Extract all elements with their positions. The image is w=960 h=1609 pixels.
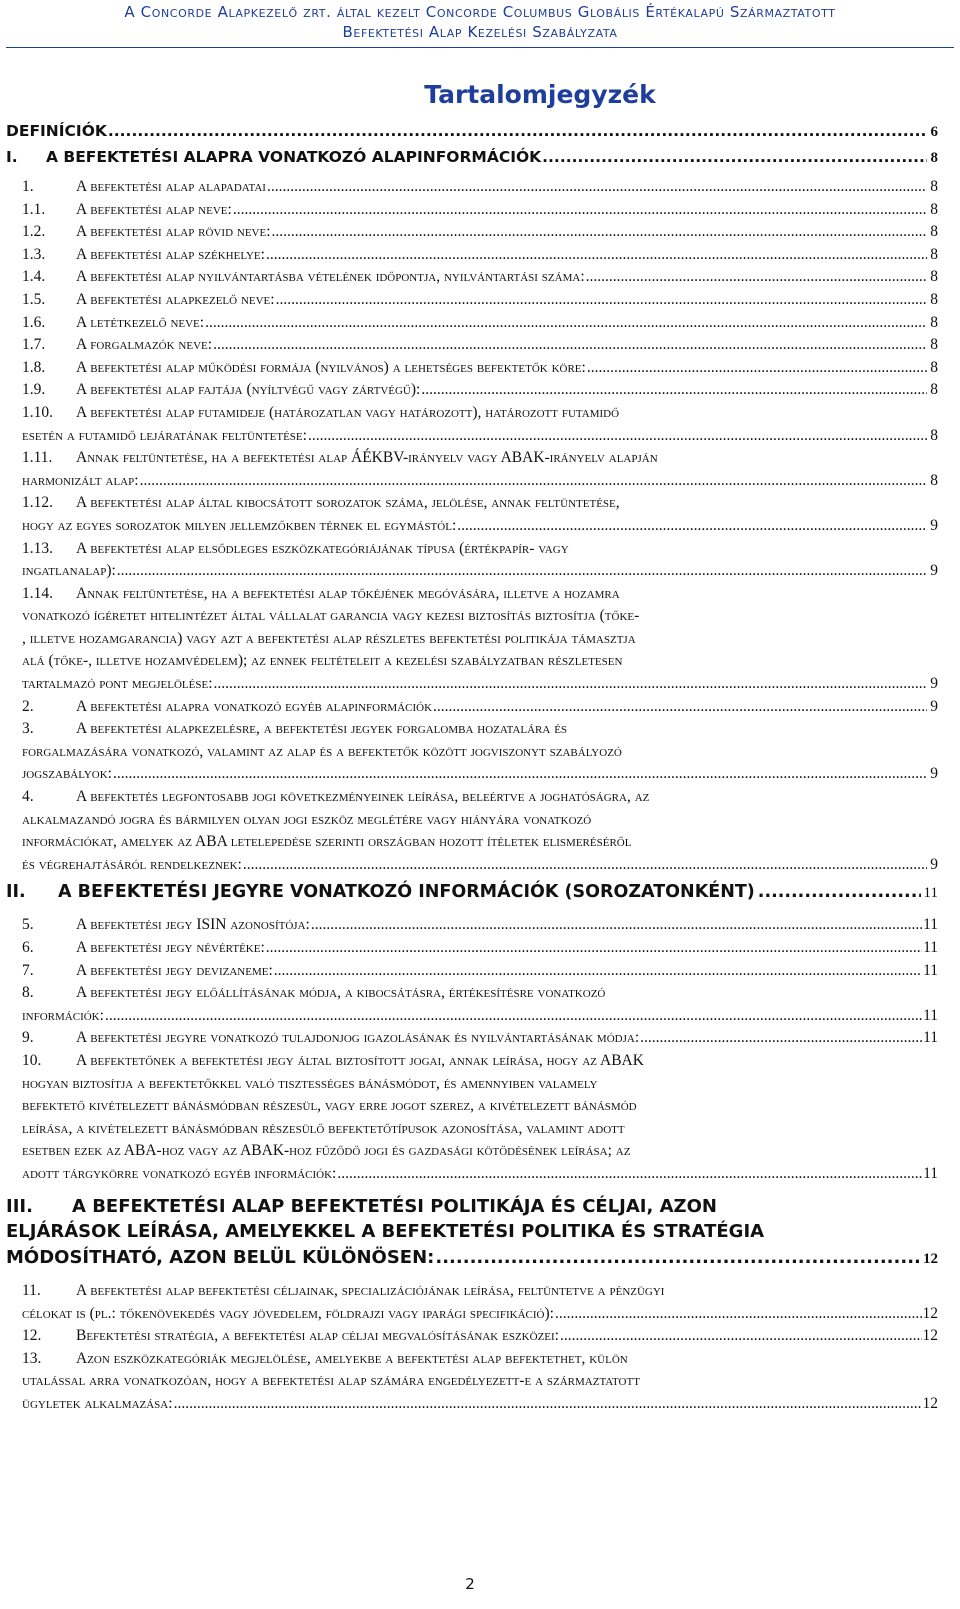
toc-entry-text: leírása, a kivételezett bánásmódban részesülő befektetőtípusok azonosítása, valamint adott [22,1119,625,1137]
dot-leader [274,960,922,983]
toc-page-number: 12 [923,1250,938,1267]
toc-entry-9[interactable] [6,1027,938,1050]
dot-leader [140,470,927,493]
toc-entry-text: forgalmazására vonatkozó, valamint az alap és a befektetők között jogviszonyt szabályozó [22,742,622,760]
toc-section-text: MÓDOSÍTHATÓ, AZON BELÜL KÜLÖNÖSEN: [6,1246,435,1268]
toc-page-number: 11 [923,939,938,956]
dot-leader [435,1245,922,1271]
toc-entry-number: 1.11. [22,449,53,467]
toc-entry-1-1[interactable] [6,199,938,222]
toc-page-number: 9 [930,697,938,715]
toc-entry-1-9[interactable] [6,379,938,402]
toc-entry-1-13[interactable] [6,538,938,583]
dot-leader [213,334,927,357]
toc-entry-number: 8. [22,984,34,1002]
dot-leader [587,357,927,380]
dot-leader [542,145,927,169]
toc-entry-1-6[interactable] [6,312,938,335]
toc-entry-text: jogszabályok: [22,765,112,783]
toc-entry-text: célokat is (pl.: tőkenövekedés vagy jövedelem, földrajzi vagy iparági specifikáció): [22,1304,554,1322]
toc-entry-1-8[interactable] [6,357,938,380]
toc-entry-8[interactable] [6,982,938,1027]
toc-entry-text: esetben ezek az ABA-hoz vagy az ABAK-hoz fűződő jogi és gazdasági kötődésének leírása; az [22,1142,631,1160]
toc-page-number: 11 [923,1006,938,1024]
toc-page-number: 9 [930,675,938,693]
dot-leader [267,176,927,199]
toc-page-number: 11 [923,916,938,934]
dot-leader [266,937,922,960]
toc-page-number: 8 [930,178,938,195]
dot-leader [555,1303,922,1326]
dot-leader [105,1005,922,1028]
running-header [0,2,960,48]
toc-entry-number: 1.10. [22,403,53,421]
toc-page-number: 8 [930,268,938,286]
toc-entry-number: 13. [22,1349,42,1367]
toc-entry-text: és végrehajtásáról rendelkeznek: [22,855,242,873]
toc-entry-text: információkat, amelyek az ABA letelepedése szerinti országban hozott ítéletek elismeréséről [22,833,632,851]
dot-leader [560,1325,922,1348]
toc-entry-number: 1.6. [22,313,46,331]
toc-entry-text: A befektetési alap működési formája (nyilvános) a lehetséges befektetők köre: [76,358,586,376]
toc-entry-text: A befektetési jegy előállításának módja, a kibocsátásra, értékesítésre vonatkozó [76,984,606,1002]
toc-page-number: 9 [930,562,938,580]
toc-entry-number: 9. [22,1029,34,1047]
toc-entry-3[interactable] [6,718,938,786]
toc-page-number: 11 [923,961,938,979]
toc-entry-text: alá (tőke-, illetve hozamvédelem); az ennek feltételeit a kezelési szabályzatban részletesen [22,652,623,670]
toc-entry-text: ügyletek alkalmazása: [22,1395,173,1412]
toc-page-number: 8 [930,313,938,331]
dot-leader [758,880,921,905]
toc-entry-text: utalással arra vonatkozóan, hogy a befektetési alap számára engedélyezett-e a származtatott [22,1372,640,1390]
toc-entry-1-5[interactable] [6,289,938,312]
toc-page-number: 8 [930,381,938,399]
toc-page-number: 8 [930,471,938,489]
toc-entry-text: A befektetési alap székhelye: [76,245,265,263]
toc-page-number: 8 [930,245,938,263]
toc-entry-text: A befektetés legfontosabb jogi következményeinek leírása, beleértve a joghatóságra, az [76,788,650,806]
toc-entry-number: 1.8. [22,358,46,376]
toc-page-number: 8 [930,358,938,376]
toc-entry-text: A befektetési jegy devizaneme: [76,961,273,979]
toc-page-number: 12 [922,1304,938,1322]
toc-entry-text: A befektetési alap által kibocsátott sorozatok száma, jelölése, annak feltüntetése, [76,494,620,512]
dot-leader [205,312,927,335]
toc-entry-text: Befektetési stratégia, a befektetési alap céljai megvalósításának eszközei: [76,1327,559,1345]
toc-entry-text: A befektetési alap rövid neve: [76,223,271,241]
dot-leader [276,289,927,312]
toc-entry-number: 1.5. [22,290,46,308]
dot-leader [266,244,927,267]
toc-entry-number: 1.7. [22,336,46,354]
toc-entry-text: tartalmazó pont megjelölése: [22,675,213,693]
toc-entry-1-3[interactable] [6,244,938,267]
toc-entry-text: A befektetési alap befektetési céljainak, specializációjának leírása, feltüntetve a pénzügyi [76,1282,665,1300]
toc-entry-number: 1.12. [22,494,53,512]
toc-entry-text: A befektetési alap futamideje (határozatlan vagy határozott), határozott futamidő [76,403,620,421]
toc-entry-text: A befektetési alap neve: [76,200,232,218]
toc-page-number: 8 [930,150,938,166]
toc-entry-1-7[interactable] [6,334,938,357]
toc-entry-number: 12. [22,1327,42,1345]
toc-page-number: 8 [930,223,938,241]
toc-entry-text: adott tárgykörre vonatkozó egyéb információk: [22,1164,337,1182]
toc-entry-2[interactable] [6,696,938,719]
toc-page-number: 8 [930,200,938,218]
toc-entry-5[interactable] [6,914,938,937]
toc-section-I[interactable] [6,145,938,170]
toc-entry-7[interactable] [6,960,938,983]
toc-page-number: 9 [930,855,938,873]
toc-entry-definitions[interactable] [6,118,938,145]
toc-entry-text: A befektetőnek a befektetési jegy által biztosított jogai, annak leírása, hogy az ABAK [76,1051,644,1069]
toc-entry-4[interactable] [6,786,938,876]
toc-entry-number: 1.3. [22,245,46,263]
toc-page-number: 9 [930,765,938,783]
toc-entry-text: A befektetési alap elsődleges eszközkategóriájának típusa (értékpapír- vagy [76,539,569,557]
toc-entry-text: A forgalmazók neve: [76,336,213,354]
toc-entry-number: 3. [22,720,34,738]
toc-page-number: 12 [922,1395,938,1412]
toc-page-number: 11 [923,885,938,902]
header-line-2: Befektetési Alap Kezelési Szabályzata [342,23,618,41]
toc-entry-text: ingatlanalap): [22,562,116,580]
toc-page-number: 12 [922,1327,938,1345]
toc-page-number: 8 [930,290,938,308]
toc-entry-1[interactable] [6,176,938,199]
header-line-1: A Concorde Alapkezelő zrt. által kezelt Concorde Columbus Globális Értékalapú Származtatott [124,3,836,21]
toc-entry-text: A befektetési alapkezelésre, a befektetési jegyek forgalomba hozatalára és [76,720,568,738]
toc-entry-text: A letétkezelő neve: [76,313,205,331]
dot-leader [117,560,927,583]
toc-entry-text: , illetve hozamgarancia) vagy azt a befektetési alap részletes befektetési politikája támasztja [22,629,636,647]
dot-leader [272,221,927,244]
toc-section-text: A BEFEKTETÉSI ALAPRA VONATKOZÓ ALAPINFORMÁCIÓK [46,148,542,166]
toc-entry-1-4[interactable] [6,266,938,289]
toc-entry-text: információk: [22,1006,104,1024]
toc-entry-text: A befektetési alapra vonatkozó egyéb alapinformációk [76,697,433,715]
toc-page-number: 6 [930,124,938,140]
toc-entry-text: A befektetési jegy névértéke: [76,939,265,956]
toc-entry-text: A befektetési alap alapadatai [76,178,266,195]
toc-page-number: 9 [930,516,938,534]
toc-entry-number: 1.1. [22,200,46,218]
toc-entry-number: 5. [22,916,34,934]
toc-entry-number: 11. [22,1282,41,1300]
toc-entry-text: A befektetési alap nyilvántartásba vételének időpontja, nyilvántartási száma: [76,268,585,286]
toc-entry-1-14[interactable] [6,583,938,696]
dot-leader [311,914,922,937]
header-divider [6,47,954,48]
dot-leader [214,673,927,696]
toc-section-text: ELJÁRÁSOK LEÍRÁSA, AMELYEKKEL A BEFEKTETÉSI POLITIKA ÉS STRATÉGIA [6,1221,765,1243]
toc-entry-number: 2. [22,697,34,715]
toc-entry-text: esetén a futamidő lejáratának feltüntetése: [22,426,307,444]
toc-entry-12[interactable] [6,1325,938,1348]
toc-entry-text: harmonizált alap: [22,471,139,489]
toc-entry-number: 1.2. [22,223,46,241]
toc-entry-6[interactable] [6,937,938,960]
toc-page-number: 11 [923,1164,938,1182]
toc-entry-1-10[interactable] [6,402,938,447]
toc-entry-text: A befektetési jegy ISIN azonosítója: [76,916,310,934]
toc-entry-text: DEFINÍCIÓK [6,122,107,140]
toc-entry-number: 1.13. [22,539,53,557]
toc-entry-text: vonatkozó ígéretet hitelintézet által vállalat garancia vagy kezesi biztosítás biztosítja (tőke- [22,607,640,625]
toc-entry-number: 7. [22,961,34,979]
dot-leader [233,199,927,222]
dot-leader [337,1163,922,1186]
toc-entry-text: hogyan biztosítja a befektetőkkel való tisztességes bánásmódot, és amennyiben valamely [22,1074,598,1092]
dot-leader [586,266,927,289]
toc-entry-11[interactable] [6,1280,938,1325]
dot-leader [433,696,927,719]
toc-entry-number: 6. [22,939,34,956]
toc-entry-text: A befektetési alap fajtája (nyíltvégű vagy zártvégű): [76,381,421,399]
toc-entry-text: A befektetési alapkezelő neve: [76,290,275,308]
toc-entry-number: 4. [22,788,34,806]
toc-entry-number: 1.4. [22,268,46,286]
toc-section-text: A BEFEKTETÉSI ALAP BEFEKTETÉSI POLITIKÁJA ÉS CÉLJAI, AZON [72,1195,717,1217]
toc-entry-text: hogy az egyes sorozatok milyen jellemzőkben térnek el egymástól: [22,516,457,534]
toc-entry-text: Azon eszközkategóriák megjelölése, amelyekbe a befektetési alap befektethet, külön [76,1349,628,1367]
toc-entry-text: befektető kivételezett bánásmódban részesül, vagy erre jogot szerez, a kivételezett bánásmód [22,1097,637,1115]
toc-entry-1-12[interactable] [6,492,938,537]
dot-leader [108,118,927,144]
toc-title: Tartalomjegyzék [424,80,656,109]
toc-entry-number: 1.14. [22,584,53,602]
toc-section-III[interactable] [6,1194,938,1273]
toc-section-text: A BEFEKTETÉSI JEGYRE VONATKOZÓ INFORMÁCIÓK (SOROZATONKÉNT) [58,882,755,903]
toc-section-number: II. [6,882,26,903]
toc-entry-1-2[interactable] [6,221,938,244]
toc-entry-text: A befektetési jegyre vonatkozó tulajdonjog igazolásának és nyilvántartásának módja: [76,1029,640,1047]
toc-entry-13[interactable] [6,1348,938,1416]
toc-entry-10[interactable] [6,1050,938,1186]
toc-entry-text: Annak feltüntetése, ha a befektetési alap tőkéjének megóvására, illetve a hozamra [76,584,620,602]
toc-section-II[interactable] [6,880,938,906]
toc-entry-text: Annak feltüntetése, ha a befektetési alap ÁÉKBV-irányelv vagy ABAK-irányelv alapján [76,449,658,467]
toc-page-number: 11 [923,1029,938,1047]
toc-page-number: 8 [930,336,938,354]
toc-page-number: 8 [930,426,938,444]
dot-leader [113,763,927,786]
toc-section-number: III. [6,1195,33,1217]
toc-section-number: I. [6,148,18,166]
dot-leader [421,379,927,402]
dot-leader [457,515,927,538]
dot-leader [640,1027,922,1050]
dot-leader [174,1393,922,1416]
toc-entry-number: 1.9. [22,381,46,399]
toc-entry-number: 1. [22,178,34,195]
table-of-contents [6,118,938,1416]
toc-entry-text: alkalmazandó jogra és bármilyen olyan jogi eszköz meglétére vagy hiányára vonatkozó [22,810,592,828]
dot-leader [243,854,927,877]
toc-entry-number: 10. [22,1051,42,1069]
dot-leader [308,425,927,448]
toc-entry-1-11[interactable] [6,447,938,492]
page-number: 2 [465,1575,475,1593]
